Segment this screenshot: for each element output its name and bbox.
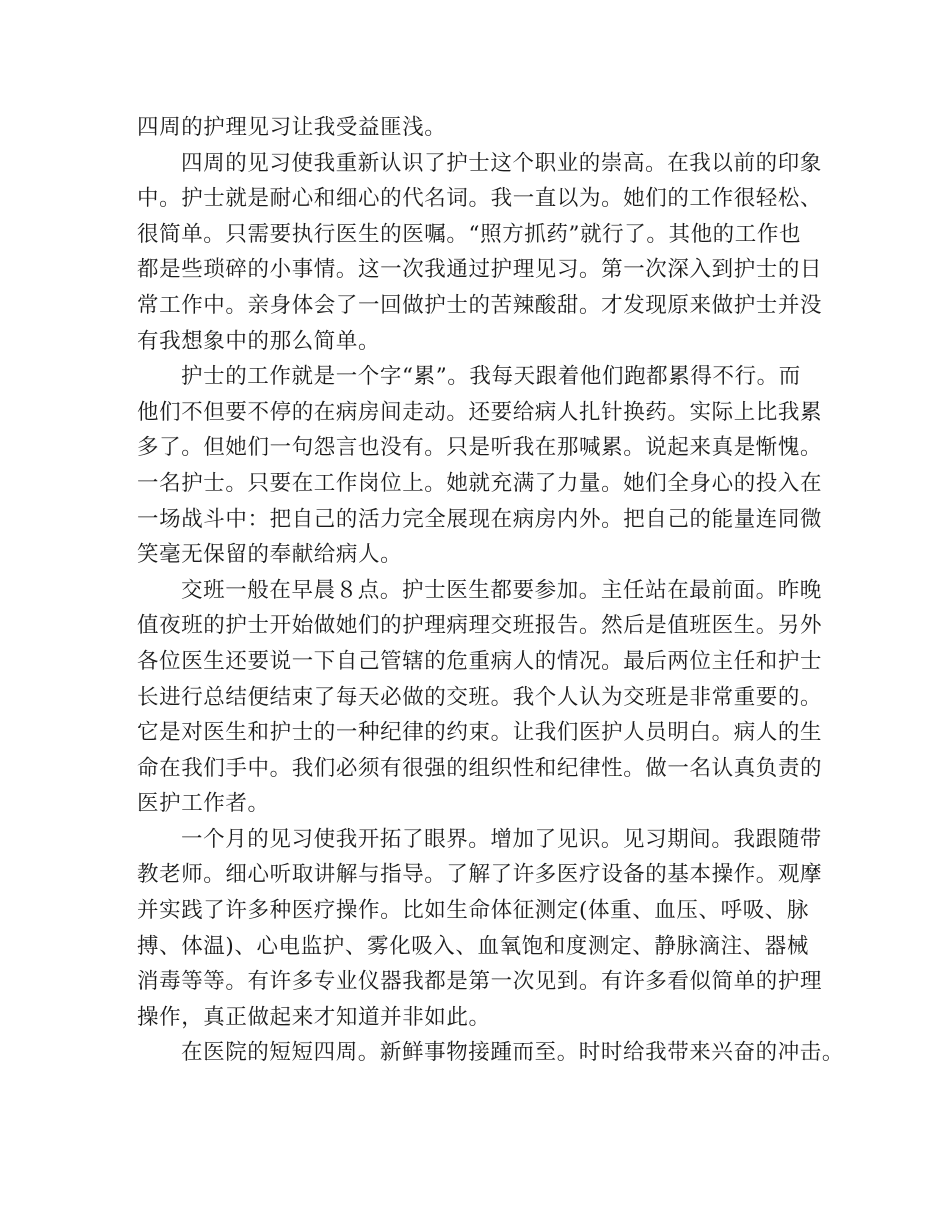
text-line: 一个月的见习使我开拓了眼界。增加了见识。见习期间。我跟随带 bbox=[181, 826, 822, 852]
text-line: 值夜班的护士开始做她们的护理病理交班报告。然后是值班医生。另外 bbox=[137, 613, 823, 639]
text-line: 护士的工作就是一个字“累”。我每天跟着他们跑都累得不行。而 bbox=[181, 364, 801, 390]
text-line: 并实践了许多种医疗操作。比如生命体征测定(体重、血压、呼吸、脉 bbox=[137, 898, 809, 924]
text-line: 有我想象中的那么简单。 bbox=[137, 328, 381, 354]
text-line: 一名护士。只要在工作岗位上。她就充满了力量。她们全身心的投入在 bbox=[137, 470, 823, 496]
text-line: 消毒等等。有许多专业仪器我都是第一次见到。有许多看似简单的护理 bbox=[137, 969, 823, 995]
text-line: 长进行总结便结束了每天必做的交班。我个人认为交班是非常重要的。 bbox=[137, 684, 823, 710]
document-body bbox=[137, 110, 845, 1071]
text-line: 常工作中。亲身体会了一回做护士的苦辣酸甜。才发现原来做护士并没 bbox=[137, 292, 823, 318]
text-line: 中。护士就是耐心和细心的代名词。我一直以为。她们的工作很轻松、 bbox=[137, 186, 823, 212]
text-line: 都是些琐碎的小事情。这一次我通过护理见习。第一次深入到护士的日 bbox=[137, 257, 823, 283]
text-line: 教老师。细心听取讲解与指导。了解了许多医疗设备的基本操作。观摩 bbox=[137, 862, 823, 888]
text-line: 命在我们手中。我们必须有很强的组织性和纪律性。做一名认真负责的 bbox=[137, 755, 823, 781]
text-line: 多了。但她们一句怨言也没有。只是听我在那喊累。说起来真是惭愧。 bbox=[137, 435, 823, 461]
text-line: 在医院的短短四周。新鲜事物接踵而至。时时给我带来兴奋的冲击。 bbox=[181, 1040, 845, 1066]
text-line: 笑毫无保留的奉献给病人。 bbox=[137, 542, 403, 568]
text-line: 操作，真正做起来才知道并非如此。 bbox=[137, 1004, 491, 1030]
text-line: 四周的护理见习让我受益匪浅。 bbox=[137, 115, 447, 140]
text-line: 搏、体温)、心电监护、雾化吸入、血氧饱和度测定、静脉滴注、器械 bbox=[137, 933, 809, 959]
text-line: 交班一般在早晨８点。护士医生都要参加。主任站在最前面。昨晚 bbox=[181, 577, 822, 603]
text-line: 它是对医生和护士的一种纪律的约束。让我们医护人员明白。病人的生 bbox=[137, 720, 823, 746]
text-line: 四周的见习使我重新认识了护士这个职业的崇高。在我以前的印象 bbox=[181, 150, 822, 176]
text-line: 一场战斗中：把自己的活力完全展现在病房内外。把自己的能量连同微 bbox=[137, 506, 823, 532]
text-line: 医护工作者。 bbox=[137, 791, 270, 817]
text-line: 他们不但要不停的在病房间走动。还要给病人扎针换药。实际上比我累 bbox=[137, 399, 823, 425]
text-line: 很简单。只需要执行医生的医嘱。“照方抓药”就行了。其他的工作也 bbox=[137, 221, 802, 247]
text-line: 各位医生还要说一下自己管辖的危重病人的情况。最后两位主任和护士 bbox=[137, 648, 823, 674]
